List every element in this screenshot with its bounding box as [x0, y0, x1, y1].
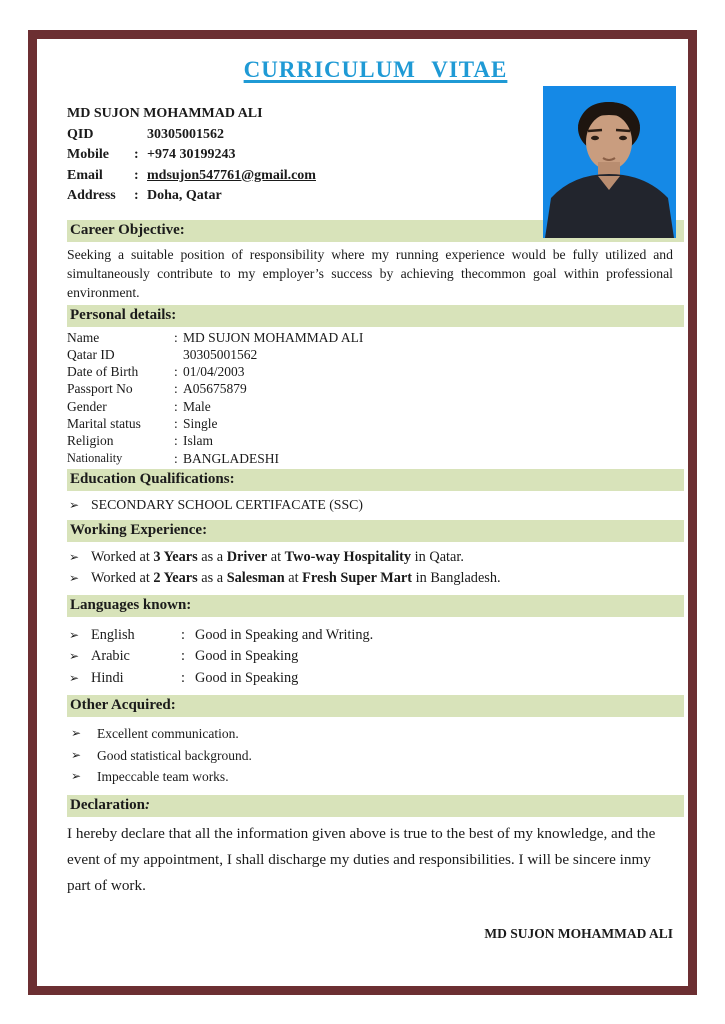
contact-label: QID [67, 126, 94, 142]
personal-details-list [67, 329, 684, 467]
work-experience-text: Worked at 2 Years as a Salesman at Fresh Super Mart in Bangladesh. [91, 569, 501, 586]
portrait-photo-image [543, 86, 676, 238]
contact-value: Doha, Qatar [147, 188, 222, 203]
declaration-colon: : [144, 796, 150, 813]
other-acquired-list [67, 723, 684, 788]
section-heading-career-objective: Career Objective: [67, 220, 684, 242]
arrow-bullet-icon: ➢ [69, 627, 80, 642]
personal-row: Marital status : Single [67, 415, 218, 431]
arrow-bullet-icon: ➢ [69, 570, 80, 585]
signature-name: MD SUJON MOHAMMAD ALI [484, 926, 673, 941]
language-item: ➢ English : Good in Speaking and Writing. [67, 625, 684, 647]
education-list [67, 495, 684, 515]
career-objective-text: Seeking a suitable position of responsibility where my running experience would be fully utilized and simultaneously contribute to my employer’s success by achieving thecommon goal within professional environment. [67, 246, 673, 300]
personal-row: Nationality : BANGLADESHI [67, 450, 279, 466]
arrow-bullet-icon: ➢ [71, 747, 82, 762]
personal-row: Name : MD SUJON MOHAMMAD ALI [67, 329, 364, 345]
arrow-bullet-icon: ➢ [69, 649, 80, 664]
arrow-bullet-icon: ➢ [71, 769, 82, 784]
contact-separator: : [134, 147, 139, 162]
other-acquired-item: ➢ Impeccable team works. [67, 766, 684, 788]
other-acquired-item: ➢ Excellent communication. [67, 723, 684, 745]
page-title: CURRICULUM VITAE [243, 57, 508, 82]
contact-name: MD SUJON MOHAMMAD ALI [67, 106, 263, 121]
language-item: ➢ Arabic : Good in Speaking [67, 646, 684, 668]
contact-value: +974 30199243 [147, 147, 236, 162]
section-heading-languages: Languages known: [67, 595, 684, 617]
contact-value: 30305001562 [147, 126, 224, 142]
page-border-frame [28, 30, 697, 995]
section-heading-declaration: Declaration: [67, 795, 684, 817]
work-experience-item [67, 547, 684, 568]
declaration-text: I hereby declare that all the information given above is true to the best of my knowledge, and the event of my appointment, I shall discharge my duties and responsibilities. I will be sincere inmy part of work. [67, 824, 656, 894]
contact-separator: : [134, 167, 139, 183]
language-item: ➢ Hindi : Good in Speaking [67, 668, 684, 690]
contact-separator [134, 125, 147, 146]
contact-label: Email [67, 167, 103, 183]
portrait-photo [543, 86, 676, 238]
personal-row: Passport No : A05675879 [67, 381, 247, 397]
section-heading-personal-details: Personal details: [67, 305, 684, 327]
work-experience-item [67, 568, 684, 589]
email-link[interactable]: mdsujon547761@gmail.com [147, 167, 316, 183]
personal-row: Date of Birth : 01/04/2003 [67, 364, 245, 380]
section-heading-education: Education Qualifications: [67, 469, 684, 491]
work-experience-list [67, 547, 684, 589]
cv-document [37, 57, 688, 1004]
arrow-bullet-icon: ➢ [69, 497, 80, 512]
section-heading-other-acquired: Other Acquired: [67, 695, 684, 717]
work-experience-text: Worked at 3 Years as a Driver at Two-way Hospitality in Qatar. [91, 548, 464, 565]
personal-row: Gender : Male [67, 398, 211, 414]
personal-row: Religion : Islam [67, 433, 213, 449]
other-acquired-item: ➢ Good statistical background. [67, 745, 684, 767]
contact-separator: : [134, 188, 139, 203]
arrow-bullet-icon: ➢ [71, 726, 82, 741]
contact-label: Address [67, 188, 116, 203]
personal-row: Qatar ID 30305001562 [67, 346, 258, 362]
arrow-bullet-icon: ➢ [69, 549, 80, 564]
education-item: ➢ SECONDARY SCHOOL CERTIFACATE (SSC) [67, 495, 684, 515]
section-heading-working-experience: Working Experience: [67, 520, 684, 542]
arrow-bullet-icon: ➢ [69, 670, 80, 685]
contact-label: Mobile [67, 147, 109, 162]
languages-list [67, 625, 684, 690]
